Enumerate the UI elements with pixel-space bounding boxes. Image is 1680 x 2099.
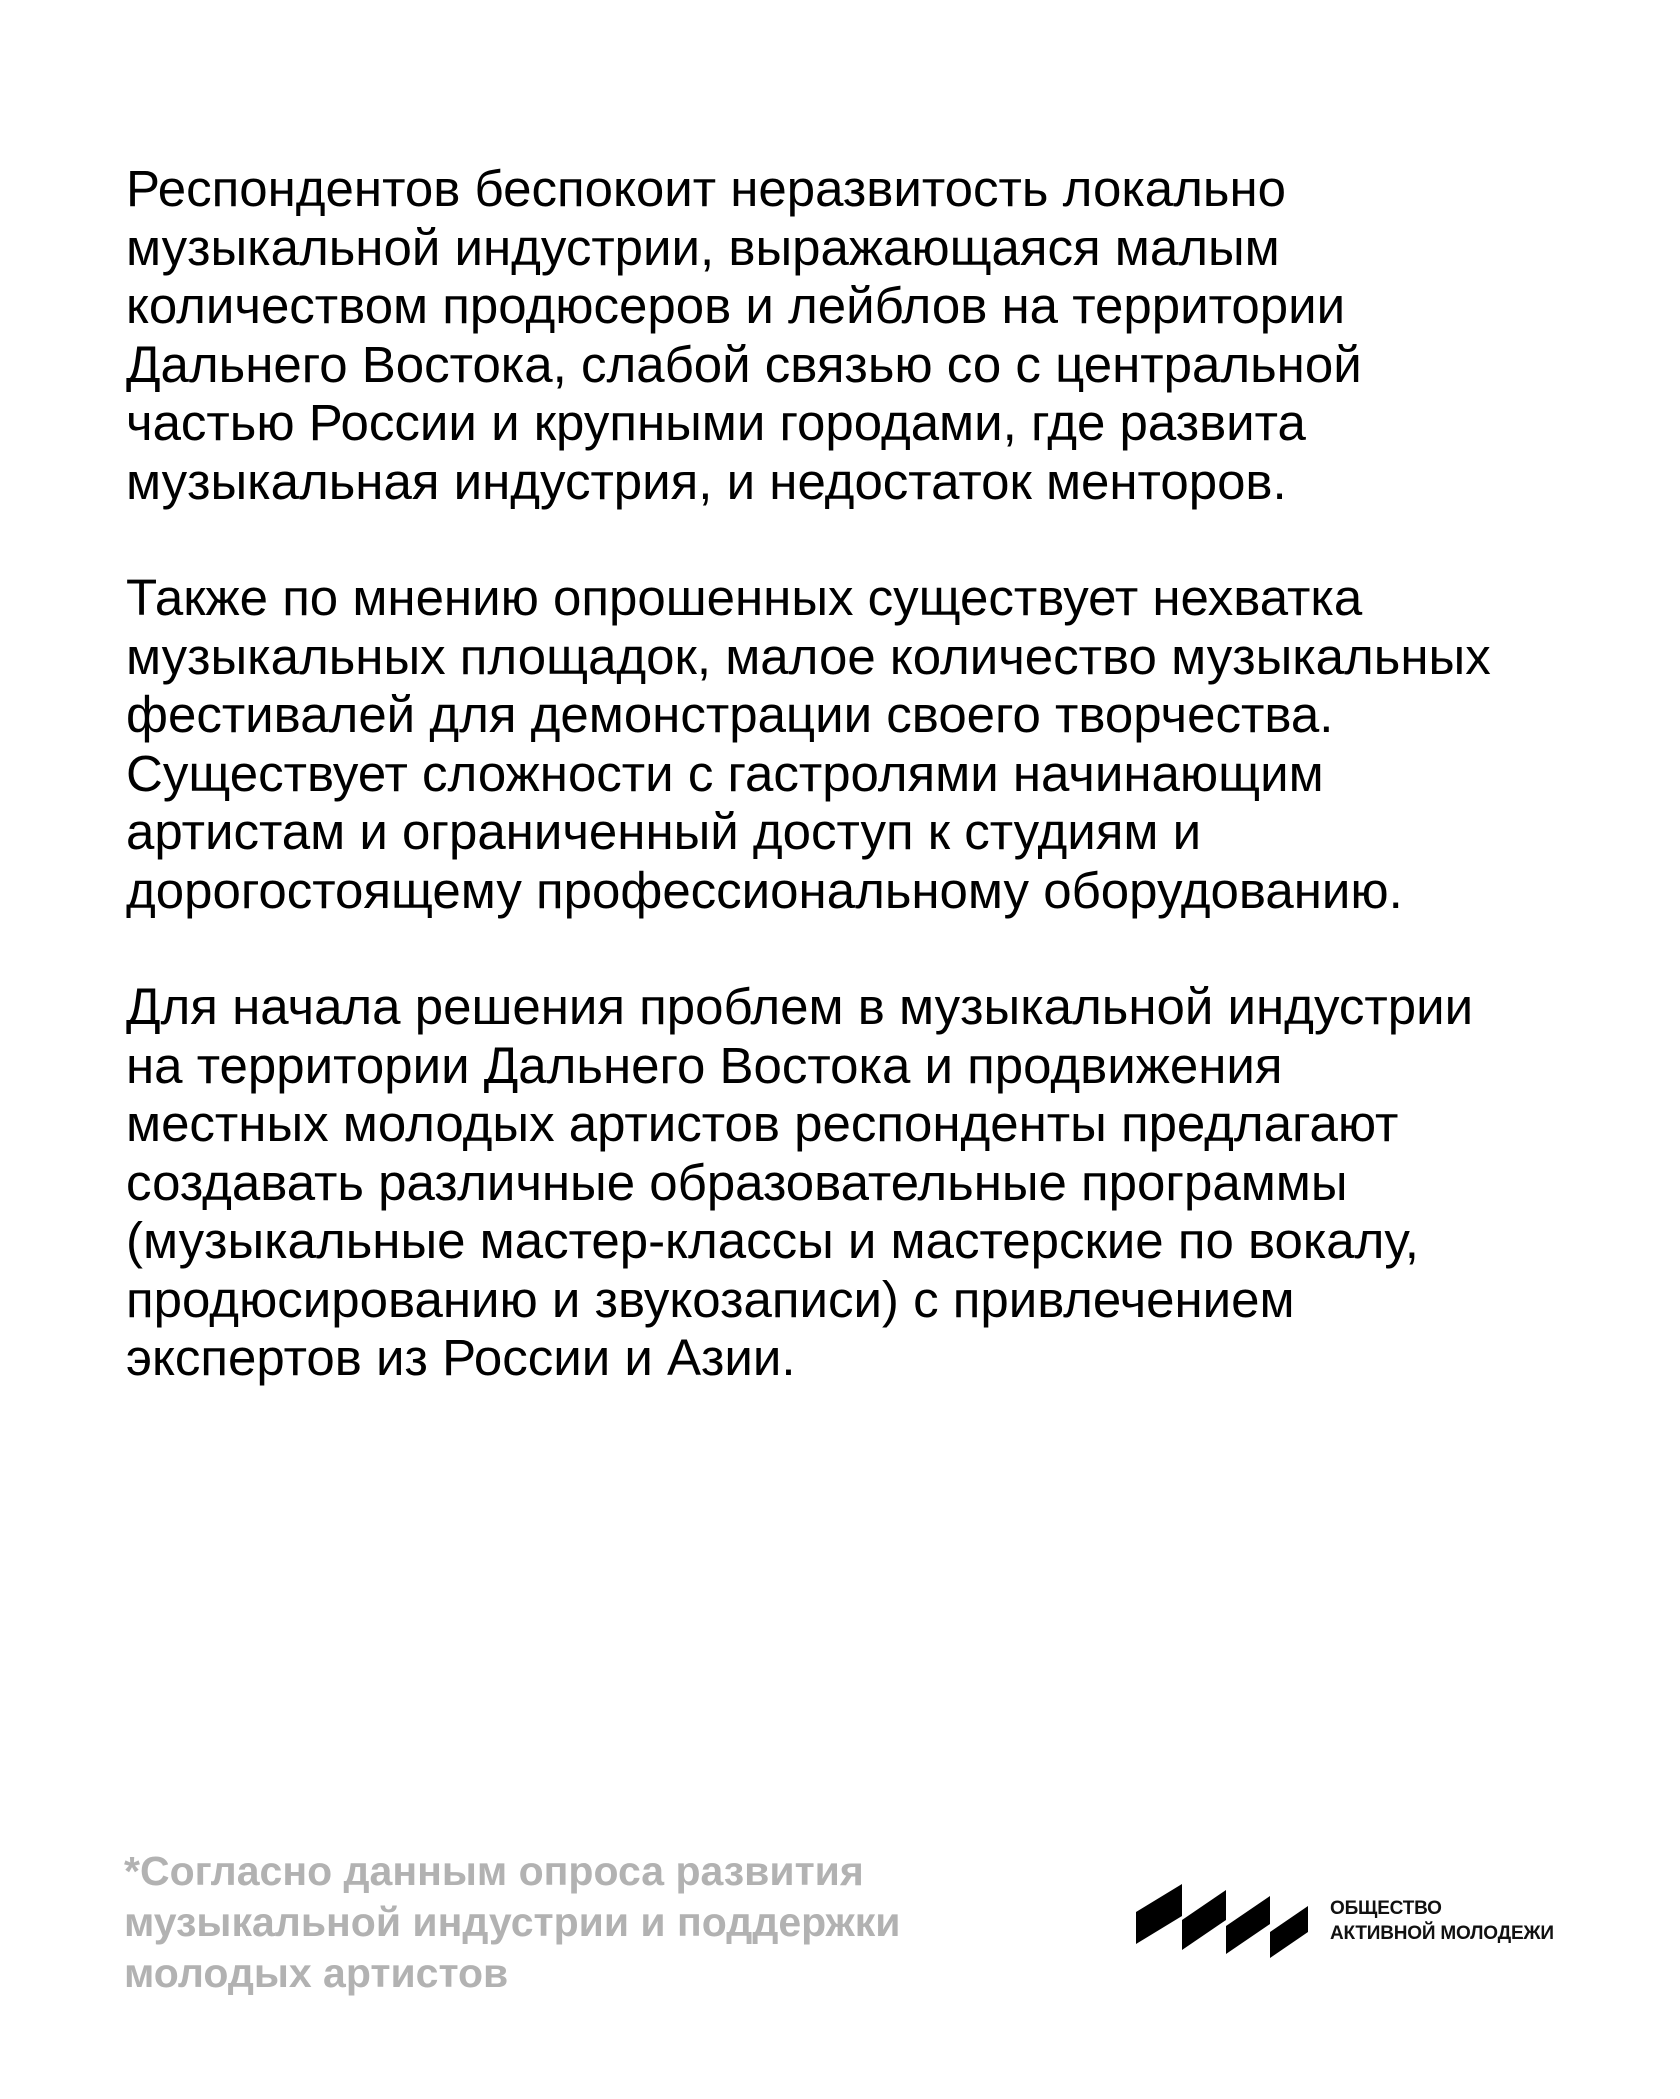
- logo-text-line-1: ОБЩЕСТВО: [1330, 1898, 1442, 1919]
- main-text: [126, 160, 1586, 1446]
- paragraph-1: Респондентов беспокоит неразвитость локально музыкальной индустрии, выражающаяся малым количеством продюсеров и лейблов на территории Дальнего Востока, слабой связью со с центральной частью России и крупными городами, где развита музыкальная индустрия, и недостаток менторов.: [126, 160, 1362, 510]
- organization-logo: [1136, 1876, 1554, 1966]
- paragraph-3: Для начала решения проблем в музыкальной индустрии на территории Дальнего Востока и продвижения местных молодых артистов респонденты предлагают создавать различные образовательные программы (музыкальные мастер-классы и мастерские по вокалу, продюсированию и звукозаписи) с привлечением экспертов из России и Азии.: [126, 978, 1474, 1386]
- logo-text-line-2: АКТИВНОЙ МОЛОДЕЖИ: [1330, 1923, 1554, 1944]
- footnote: *Согласно данным опроса развития музыкальной индустрии и поддержки молодых артистов: [124, 1848, 901, 1996]
- logo-text: [1330, 1896, 1554, 1946]
- paragraph-2: Также по мнению опрошенных существует нехватка музыкальных площадок, малое количество музыкальных фестивалей для демонстрации своего творчества. Существует сложности с гастролями начинающим артистам и ограниченный доступ к студиям и дорогостоящему профессиональному оборудованию.: [126, 569, 1491, 919]
- zigzag-logo-icon: [1136, 1876, 1308, 1966]
